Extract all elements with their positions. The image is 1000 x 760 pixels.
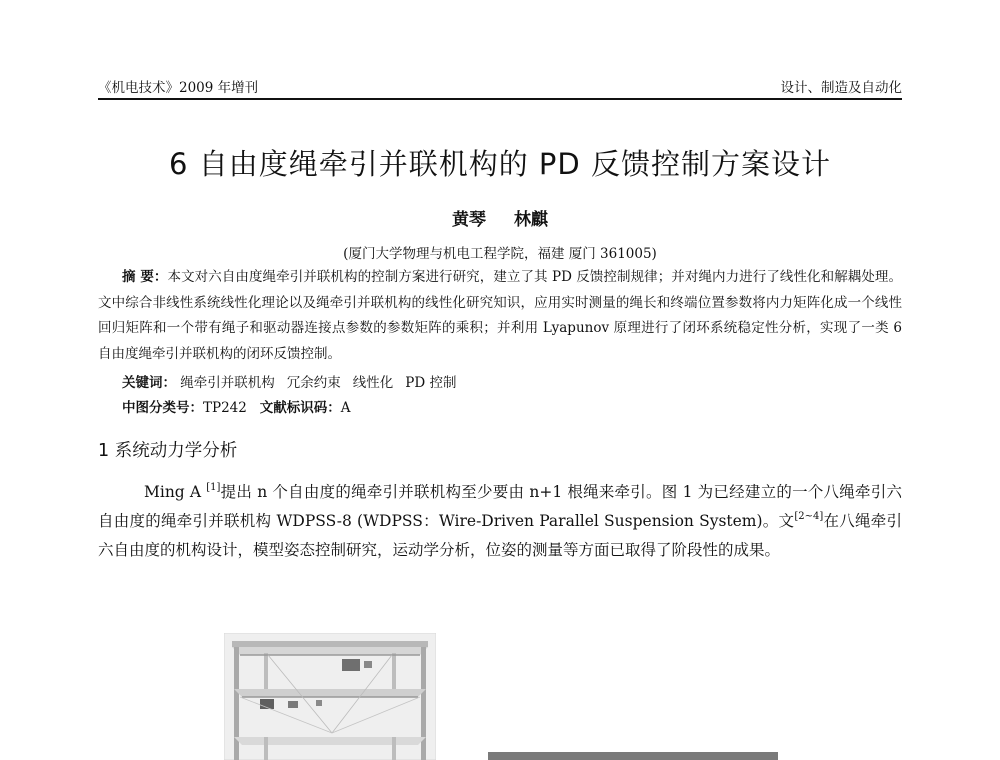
running-header [98,78,902,96]
keyword: PD 控制 [405,375,457,391]
header-rule [98,98,902,100]
clc-label: 中图分类号： [122,400,203,416]
author-name: 黄琴 [452,210,487,230]
body-text-part: 在八绳牵引六自由度的机构设计，模型姿态控制研究，运动学分析，位姿的测量等方面已取得了阶段性的成果。 [98,512,903,559]
keyword: 绳牵引并联机构 [180,375,275,391]
abstract [98,265,902,367]
abstract-label: 摘 要： [122,269,168,285]
abstract-text: 本文对六自由度绳牵引并联机构的控制方案进行研究，建立了其 PD 反馈控制规律；并对绳内力进行了线性化和解耦处理。文中综合非线性系统线性化理论以及绳牵引并联机构的线性化研究知识，应用实时测量的绳长和终端位置参数将内力矩阵化成一个线性回归矩阵和一个带有绳子和驱动器连接点参数的参数矩阵的乘积；并利用 Lyapunov 原理进行了闭环系统稳定性分析，实现了一类 6 自由度绳牵引并联机构的闭环反馈控制。 [98,269,902,362]
body-text-part: 提出 n 个自由度的绳牵引并联机构至少要由 n+1 根绳来牵引。图 1 为已经建立的一个八绳牵引六自由度的绳牵引并联机构 WDPSS-8 (WDPSS：Wire-Driven Parallel Suspension System)。文 [98,483,902,530]
keywords-label: 关键词： [122,375,176,391]
doc-code-value: A [340,400,351,416]
keywords [122,371,902,391]
keyword: 线性化 [352,375,394,391]
author-list [0,205,1000,230]
body-paragraph [98,478,902,565]
body-text-part: Ming A [144,483,207,501]
affiliation: (厦门大学物理与机电工程学院，福建 厦门 361005) [343,246,657,262]
frame-photo-icon [224,633,436,760]
section-name: 设计、制造及自动化 [780,80,902,96]
section-heading: 1 系统动力学分析 [98,441,238,461]
citation-ref: [2~4] [794,511,824,522]
figure-photo-wdpss [224,633,436,760]
keyword: 冗余约束 [286,375,341,391]
journal-name: 《机电技术》2009 年增刊 [98,80,259,96]
doc-code-label: 文献标识码： [259,400,341,416]
figure-photo-second [488,752,778,760]
paper-title: 6 自由度绳牵引并联机构的 PD 反馈控制方案设计 [169,147,831,181]
classification-line [122,396,902,416]
citation-ref: [1] [206,482,221,493]
author-name: 林麒 [513,210,548,230]
clc-value: TP242 [203,400,247,416]
